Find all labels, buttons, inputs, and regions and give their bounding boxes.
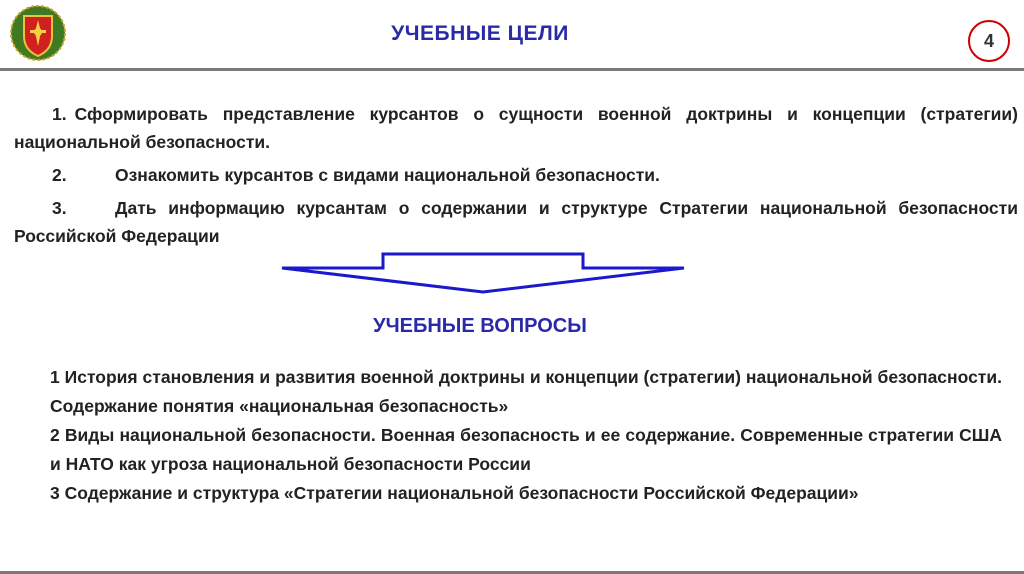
page-number: 4 [983,30,994,51]
goal-text: Дать информацию курсантам о содержании и структуре Стратегии национальной безопасности Российской Федерации [14,198,1018,246]
goal-item [14,161,1018,189]
goal-text: Ознакомить курсантов с видами национальной безопасности. [115,165,660,185]
slide-title: УЧЕБНЫЕ ЦЕЛИ [391,22,569,45]
down-arrow-icon [280,252,686,294]
question-item: 2 Виды национальной безопасности. Военная безопасность и ее содержание. Современные стратегии США и НАТО как угроза национальной безопасности России [50,425,1002,474]
page-number-badge [968,20,1010,62]
question-item: 3 Содержание и структура «Стратегии национальной безопасности Российской Федерации» [50,483,859,503]
goal-number: 2. [52,165,67,185]
questions-list [50,363,1002,508]
goal-item [14,194,1018,250]
top-divider [0,68,1024,71]
military-shield-emblem-icon [8,2,68,64]
goal-number: 3. [52,198,67,218]
goals-list [14,100,1018,250]
goal-text: Сформировать представление курсантов о сущности военной доктрины и концепции (стратегии) национальной безопасности. [14,104,1018,152]
questions-title: УЧЕБНЫЕ ВОПРОСЫ [373,315,587,337]
goal-number: 1. [52,104,67,124]
goal-item [14,100,1018,156]
question-item: 1 История становления и развития военной доктрины и концепции (стратегии) национальной безопасности. Содержание понятия «национальная безопасность» [50,367,1002,416]
